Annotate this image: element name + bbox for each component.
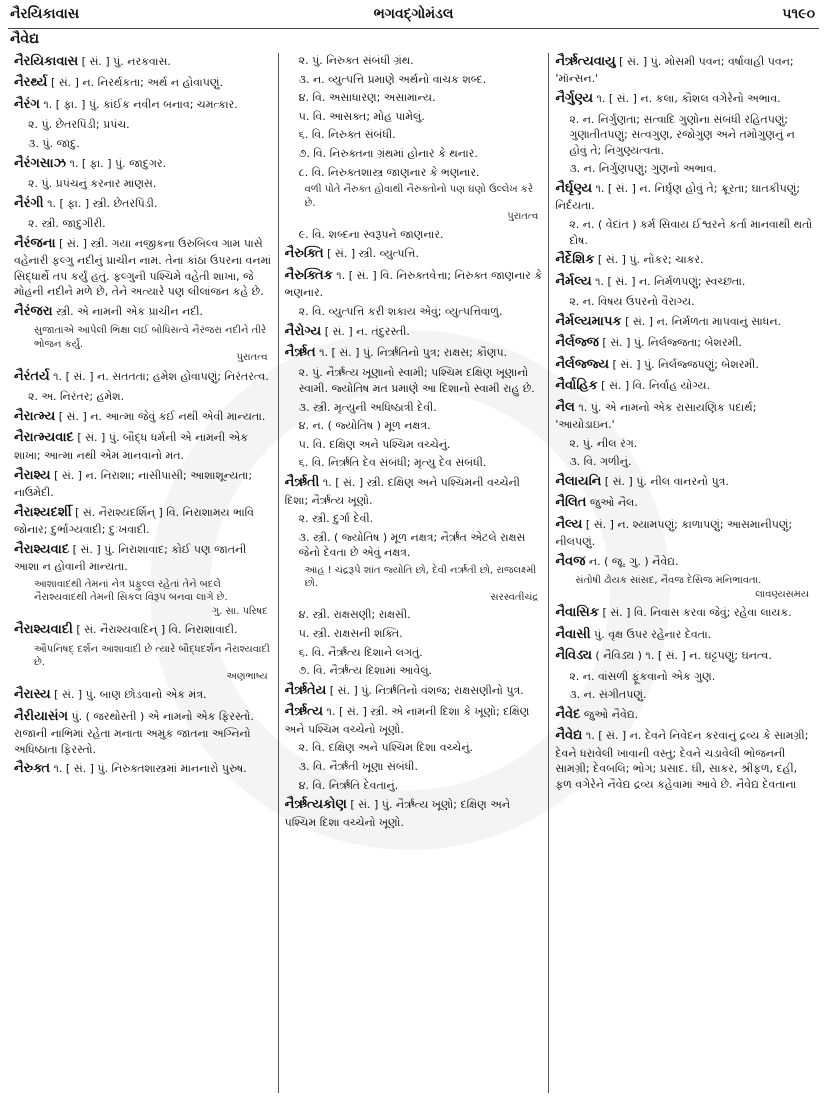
citation-quote bbox=[575, 574, 813, 601]
headword: નૈર્ઋતેય bbox=[284, 682, 327, 698]
headword: નૈરાશ્યદર્શી bbox=[14, 504, 72, 520]
headword: નૈરર્થ્ય bbox=[14, 75, 48, 91]
dictionary-entry bbox=[555, 273, 813, 291]
definition-text: ૧. [ સં. ] ન. દેવને નિવેદન કરવાનું દ્રવ્ય કે સામગ્રી; દેવને ધરાવેલી ખાવાની વસ્તુ; દેવને ચડાવેલી ભોજનની સામગ્રી; દેવબલિ; ભોગ; પ્રસાદ. ઘી, સાકર, શ્રીફળ, દહીં, ફળ વગેરેને નૈવેદ્ય દ્રવ્ય કહેવામાં આવે છે. નૈવેદ્ય દેવતાના bbox=[555, 729, 809, 791]
dictionary-entry bbox=[555, 626, 813, 644]
dictionary-entry bbox=[14, 195, 272, 213]
definition-text: [ સં. નૈરાશ્યદર્શિન્ ] વિ. નિરાશામય ભાવિ જોનાર; દુર્ભાગ્યવાદી; દુઃખવાદી. bbox=[14, 505, 254, 537]
headword: નૈરુક્ત bbox=[14, 761, 51, 777]
columns bbox=[8, 53, 819, 1093]
definition-text: [ સં. ] પું. બાણ છોડવાનો એક મંત્ર. bbox=[50, 688, 207, 702]
definition-text: ૧. [ સં. ] ન. નિર્ઘૃણ હોવું તે; ક્રૂરતા; ઘાતકીપણું; નિર્દયતા. bbox=[555, 181, 801, 213]
headword: નૈરંજરા bbox=[14, 303, 53, 319]
sense-line: ૨. ન. વિષય ઉપરનો વૈરાગ્ય. bbox=[569, 295, 695, 309]
headword: નૈવાસી bbox=[555, 626, 591, 642]
dictionary-entry bbox=[555, 516, 813, 550]
sense-line: ૫. વિ. આસક્ત; મોહ પામેલું. bbox=[298, 109, 425, 123]
quote-text: આહ ! ચંદ્રરૂપે શાંત જ્યોતિ છો, દેવી નર્ઋતી છો, રાજલક્ષ્મી છો. bbox=[304, 564, 537, 590]
sense-line: ૩. ન. સંગીતપણું. bbox=[569, 688, 647, 702]
definition-text: [ સં. ] પું. મોસમી પવન; વર્ષાવાહી પવન; 'મૉન્સન.' bbox=[555, 55, 794, 86]
sense-line: ૪. વિ. અસાધારણ; અસામાન્ય. bbox=[298, 91, 436, 105]
definition-text: [ સં. ] પું. નિર્ઋતિનો વંશજ; રાક્ષસણીનો પુત્ર. bbox=[326, 683, 524, 697]
definition-text: [ સં. ] ન. નિર્મળતા માપવાનું સાધન. bbox=[621, 314, 782, 328]
headword: નૈર્વાહિક bbox=[555, 378, 598, 394]
headword: નૈર્ઋત bbox=[284, 344, 316, 360]
definition-text: ૧. [ સં. ] પું. નિર્ઋતિનો પુત્ર; રાક્ષસ; કૌણપ. bbox=[315, 345, 508, 359]
dictionary-entry bbox=[285, 474, 543, 508]
dictionary-entry bbox=[285, 323, 543, 341]
quote-source: પુરાતત્વ bbox=[236, 352, 268, 364]
definition-text: [ સં. ] પું. નૈર્ઋત્ય ખૂણો; દક્ષિણ અને પશ્ચિમ દિશા વચ્ચેનો ખૂણો. bbox=[284, 798, 511, 829]
sense-line: ૭. વિ. નૈર્ઋત્ય દિશામાં આવેલું. bbox=[298, 664, 433, 678]
definition-text: [ સં. ] સ્ત્રી. વ્યુત્પત્તિ. bbox=[323, 247, 419, 261]
column-3 bbox=[548, 53, 819, 1093]
dictionary-entry bbox=[14, 408, 272, 426]
definition-text: ૧. [ સં. ] ન. સતતતા; હમેશ હોવાપણું; નિરંતરત્વ. bbox=[49, 369, 269, 383]
definition-text: ૧. પું. એ નામનો એક રાસાયણિક પદાર્થ; 'આયોડાઇન.' bbox=[555, 400, 757, 432]
definition-text: જુઓ નૈલ. bbox=[586, 496, 638, 510]
headword: નૈલાયનિ bbox=[555, 473, 602, 489]
definition-text: ૧. [ સં. ] વિ. નિરુક્તવેત્તા; નિરુક્ત જાણનાર કે ભણનાર. bbox=[284, 268, 543, 300]
headword: નૈરાશ્ય bbox=[14, 467, 51, 483]
dictionary-entry bbox=[14, 686, 272, 704]
headword: નૈરીયાસંગ bbox=[14, 708, 68, 724]
definition-text: [ સં. ] ન. નિરાશા; નાસીપાસી; આશાશૂન્યતા; નાઉમેદી. bbox=[14, 468, 253, 499]
headword: નૈર્દેશિક bbox=[555, 252, 595, 268]
headword: નૈવાસિક bbox=[555, 605, 599, 621]
definition-text: ન. ( જૂ. ગુ. ) નૈવેદ્ય. bbox=[585, 554, 679, 568]
dictionary-entry bbox=[14, 429, 272, 463]
sense-line: ૪. ન. ( જ્યોતિષ ) મૂળ નક્ષત્ર. bbox=[298, 419, 431, 433]
sense-line: ૨. પું. નીલ રંગ. bbox=[569, 436, 638, 450]
dictionary-entry bbox=[285, 344, 543, 362]
dictionary-entry bbox=[555, 53, 813, 87]
dictionary-entry bbox=[14, 708, 272, 758]
headword: નૈવિડ્ય bbox=[555, 648, 592, 664]
headword: નૈવજ bbox=[555, 553, 586, 569]
headword: નૈવેદ્ય bbox=[555, 728, 583, 744]
quote-source: સરસ્વતીચંદ્ર bbox=[490, 591, 539, 603]
sense-line: ૬. વિ. નિરુક્ત સંબંધી. bbox=[298, 128, 396, 142]
quote-text: આશાવાદથી તેમનાં નેત્ર પ્રફુલ્લ રહેતાં તેને બદલે નૈરાશ્યવાદથી તેમની સિકલ વિરૂપ બનવા લાગે છે. bbox=[34, 578, 228, 604]
definition-text: [ સં. ] વિ. નિર્વાહ યોગ્ય. bbox=[597, 379, 711, 393]
dictionary-entry bbox=[14, 368, 272, 386]
headword: નૈરાશ્યવાદ bbox=[14, 541, 70, 557]
dictionary-entry bbox=[555, 399, 813, 433]
definition-text: [ સં. ] સ્ત્રી. ગયા નજીકના ઉરુબિલ્વ ગામ પાસે વહેનારી ફલ્ગુ નદીનું પ્રાચીન નામ. તેના કાંઠા ઉપરના વનમાં સિદ્ધાર્થે તપ કર્યું હતું. ફલ્ગુની પશ્ચિમે વહેતી શાખા, જે મોહની નદીને મળે છે, તેને અત્યારે પણ લીલાંજન કહે છે. bbox=[14, 236, 272, 299]
sense-line: ૨. પું. છેતરપિંડી; પ્રપંચ. bbox=[28, 118, 130, 132]
definition-text: ૧. [ સં. ] ન. કલા, કૌશલ વગેરેનો અભાવ. bbox=[593, 92, 781, 106]
definition-text: [ સં. ] પું. નિર્લજ્જતા; બેશરમી. bbox=[598, 336, 742, 350]
definition-text: [ સં. ] પું. નિરાશાવાદ; કોઈ પણ જાતની આશા ન હોવાની માન્યતા. bbox=[14, 542, 247, 574]
dictionary-entry bbox=[285, 245, 543, 263]
dictionary-entry bbox=[555, 251, 813, 269]
dictionary-entry bbox=[555, 180, 813, 214]
headword: નૈર્ઋત્યકોણ bbox=[284, 797, 347, 813]
headword: નૈરુક્તિક bbox=[284, 267, 333, 283]
definition-text: ૧. [ સં. ] સ્ત્રી. એ નામની દિશા કે ખૂણો; દક્ષિણ અને પશ્ચિમ વચ્ચેનો ખૂણો. bbox=[284, 705, 530, 736]
sense-line: ૩. વિ. ગળીનું. bbox=[569, 455, 632, 469]
quote-text: સુજાતાએ આપેલી ભિક્ષા લઈ બોધિસત્વે નૈરંજરા નદીને તીરે ભોજન કર્યું. bbox=[34, 325, 267, 350]
dictionary-entry bbox=[285, 267, 543, 301]
definition-text: [ સં. ] પું. બૌદ્ધ ધર્મની એ નામની એક શાખા; આત્મા નથી એમ માનવાનો મત. bbox=[14, 431, 249, 462]
definition-text: [ સં. ] પું. નિર્લજ્જપણું; બેશરમી. bbox=[609, 357, 759, 371]
sense-line: ૨. ન. ( વેદાંત ) કર્મ સિવાય ઈશ્વરને કર્તા માનવાથી થતો દોષ. bbox=[569, 218, 813, 247]
sense-line: ૩. પું. જાદુ. bbox=[28, 136, 80, 150]
headword: નૈરંજના bbox=[14, 235, 56, 251]
headword: નૈરુક્તિ bbox=[284, 246, 324, 262]
dictionary-entry bbox=[14, 760, 272, 778]
headword: નૈર્લજ્જ્ય bbox=[555, 356, 610, 372]
dictionary-entry bbox=[285, 796, 543, 830]
definition-text: ( નૈવિડ્ય ) ૧. [ સં. ] ન. ઘટ્ટપણું; ઘનત્વ. bbox=[591, 649, 772, 663]
dictionary-entry bbox=[285, 682, 543, 700]
sense-line: ૪. સ્ત્રી. રાક્ષસણી; રાક્ષસી. bbox=[298, 608, 411, 622]
dictionary-entry bbox=[14, 235, 272, 300]
definition-text: પું. ( જરથોસ્તી ) એ નામનો એક ફિરસ્તો. રાજાની નાભિમાં રહેતા મનાતા અમુક જાતના અગ્નિનો અધિષ્ઠાતા ફિરસ્તો. bbox=[14, 709, 254, 756]
definition-text: ૧. [ ફા. ] સ્ત્રી. છેતરપિંડી. bbox=[43, 196, 158, 210]
headword: નૈવેદ bbox=[555, 706, 581, 722]
dictionary-entry bbox=[14, 74, 272, 92]
headword: નૈર્મલ્યમાપક bbox=[555, 313, 622, 329]
headword: નૈર્મલ્ય bbox=[555, 273, 592, 289]
dictionary-entry bbox=[14, 467, 272, 501]
citation-quote bbox=[34, 578, 272, 619]
headword: નૈર્ઋત્ય bbox=[284, 704, 324, 720]
definition-text: ૧. [ ફા. ] પું. જાદુગર. bbox=[66, 156, 167, 170]
sense-line: ૨. અ. નિરંતર; હમેશ. bbox=[28, 390, 125, 404]
definition-text: [ સં. નૈરાશ્યવાદિન્ ] વિ. નિરાશાવાદી. bbox=[72, 623, 238, 637]
definition-text: [ સં. ] ન. તંદુરસ્તી. bbox=[321, 324, 410, 338]
sense-line: ૮. વિ. નિરુક્તશાસ્ત્ર જાણનાર કે ભણનાર. bbox=[298, 165, 480, 179]
headword: નૈલ bbox=[555, 399, 575, 415]
headword: નૈરંગસાઝ bbox=[14, 155, 67, 171]
citation-quote bbox=[34, 643, 272, 684]
definition-text: ૧. [ સં. ] સ્ત્રી. દક્ષિણ અને પશ્ચિમની વચ્ચેની દિશા; નૈર્ઋત્ય ખૂણો. bbox=[284, 476, 520, 507]
sense-line: ૨. સ્ત્રી. જાદુગીરી. bbox=[28, 217, 106, 231]
sense-line: ૨. પું. નિરુક્ત સંબંધી ગ્રંથ. bbox=[298, 54, 414, 67]
sense-line: ૬. વિ. નિર્ઋતિ દેવ સંબંધી; મૃત્યુ દેવ સંબંધી. bbox=[298, 456, 487, 470]
definition-text: ૧. [ સં. ] ન. નિર્મળપણું; સ્વચ્છતા. bbox=[591, 274, 746, 288]
quote-source: અણભાષ્ય bbox=[226, 670, 268, 682]
headword: નૈરાસ્ય bbox=[14, 687, 51, 703]
definition-text: [ સં. ] પું. નરકવાસ. bbox=[78, 55, 171, 68]
sense-line: ૨. સ્ત્રી. દુર્ગા દેવી. bbox=[298, 512, 374, 526]
definition-text: [ સં. ] વિ. નિવાસ કરવા જેવું; રહેવા લાયક. bbox=[598, 606, 792, 620]
guideword-left: નૈરયિકાવાસ bbox=[10, 6, 80, 22]
headword: નૈરંગી bbox=[14, 195, 44, 211]
dictionary-entry bbox=[555, 334, 813, 352]
page-title: ભગવદ્ગોમંડલ bbox=[373, 6, 454, 22]
sense-line: ૪. વિ. નિર્ઋતિ દેવતાનું. bbox=[298, 778, 399, 792]
citation-quote bbox=[305, 564, 543, 605]
dictionary-entry bbox=[14, 303, 272, 321]
citation-quote bbox=[34, 324, 272, 365]
dictionary-entry bbox=[555, 494, 813, 512]
definition-text: [ સં. ] પું. નોકર; ચાકર. bbox=[594, 253, 704, 267]
sense-line: ૨. પું. નૈર્ઋત્ય ખૂણાનો સ્વામી; પશ્ચિમ દક્ષિણ ખૂણાનો સ્વામી. જ્યોતિષ મત પ્રમાણે આ દિશાનો સ્વામી રાહુ છે. bbox=[298, 366, 535, 396]
sense-line: ૩. સ્ત્રી. મૃત્યુની અધિષ્ઠાત્રી દેવી. bbox=[298, 400, 437, 414]
headword: નૈલ્ય bbox=[555, 516, 583, 532]
sense-line: ૫. વિ. દક્ષિણ અને પશ્ચિમ વચ્ચેનું. bbox=[298, 437, 451, 451]
dictionary-entry bbox=[555, 90, 813, 108]
dictionary-entry bbox=[555, 727, 813, 792]
headword: નૈર્ઘૃણ્ય bbox=[555, 180, 593, 196]
headword: નૈર્લજ્જ bbox=[555, 335, 599, 351]
page-number: ૫૧૯૦ bbox=[782, 6, 815, 22]
column-2 bbox=[278, 53, 549, 1093]
sense-line: ૩. વિ. નૈર્ઋતી ખૂણા સંબંધી. bbox=[298, 760, 418, 774]
dictionary-entry bbox=[555, 706, 813, 724]
dictionary-entry bbox=[555, 647, 813, 665]
sense-line: ૨. વિ. દક્ષિણ અને પશ્ચિમ દિશા વચ્ચેનું. bbox=[298, 741, 474, 755]
dictionary-entry bbox=[285, 703, 543, 737]
sense-line: ૭. વિ. નિરુક્તના ગ્રંથમાં હોનાર કે થનાર. bbox=[298, 147, 478, 161]
dictionary-entry bbox=[14, 621, 272, 639]
headword: નૈરાત્મ્યવાદ bbox=[14, 430, 74, 446]
sense-line: ૩. ન. વ્યુત્પત્તિ પ્રમાણે અર્થનો વાચક શબ્દ. bbox=[298, 72, 487, 86]
quote-text: ઔપનિષદ્ દર્શન આશાવાદી છે ત્યારે બૌદ્ધદર્શન નૈરાશ્યવાદી છે. bbox=[34, 643, 270, 669]
citation-quote bbox=[305, 183, 543, 224]
dictionary-entry bbox=[555, 313, 813, 331]
definition-text: જુઓ નૈવેદ્ય. bbox=[580, 707, 639, 721]
headword: નૈરંગ bbox=[14, 96, 40, 112]
headword: નૈરાત્મ્ય bbox=[14, 409, 56, 424]
dictionary-entry bbox=[14, 541, 272, 575]
sense-line: ૨. ન. વાંસળી ફૂંકવાનો એક ગુણ. bbox=[569, 669, 716, 683]
headword: નૈરોગ્ય bbox=[284, 323, 322, 339]
headword: નૈર્ગુણ્ય bbox=[555, 91, 594, 107]
headword: નૈરયિકાવાસ bbox=[14, 54, 79, 69]
sense-line: ૨. ન. નિર્ગુણતા; સત્વાદિ ગુણોના સંબંધી રહિતપણું; ગુણાતીતપણું; સત્વગુણ, રજોગુણ અને તમોગુણનું ન હોવું તે; નિગુણ્યત્વતા. bbox=[569, 112, 795, 157]
sense-line: ૩. સ્ત્રી. ( જ્યોતિષ ) મૂળ નક્ષત્ર; નૈર્ઋત એટલે રાક્ષસ જેનો દેવતા છે એવું નક્ષત્ર. bbox=[298, 530, 526, 560]
sense-line: ૨. પું. પ્રપંચનું કરનાર માણસ. bbox=[28, 177, 157, 191]
quote-source: લાવણ્યસમય bbox=[755, 588, 810, 600]
dictionary-entry bbox=[555, 553, 813, 571]
sense-line: ૩. ન. નિર્ગુણપણું; ગુણનો અભાવ. bbox=[569, 162, 717, 176]
quote-source: ગુ. સા. પરિષદ bbox=[212, 605, 268, 617]
definition-text: [ સં. ] પું. નીલ વાનરનો પુત્ર. bbox=[601, 474, 729, 488]
definition-text: સ્ત્રી. એ નામની એક પ્રાચીન નદી. bbox=[52, 304, 204, 318]
sense-line: ૫. સ્ત્રી. રાક્ષસની શક્તિ. bbox=[298, 627, 403, 641]
dictionary-entry bbox=[555, 377, 813, 395]
guideword-right: નૈવેદ્ય bbox=[10, 31, 40, 47]
dictionary-entry bbox=[14, 155, 272, 173]
sense-line: ૯. વિ. શબ્દના સ્વરૂપને જાણનાર. bbox=[298, 227, 444, 241]
headword: નૈરાશ્યવાદી bbox=[14, 622, 73, 638]
headword: નૈર્ઋત્યવાયુ bbox=[555, 54, 616, 69]
dictionary-entry bbox=[555, 473, 813, 491]
definition-text: ૧. [ ફા. ] પું. કાંઈક નવીન બનાવ; ચમત્કાર. bbox=[39, 97, 238, 111]
dictionary-entry bbox=[555, 356, 813, 374]
quote-source: પુરાતત્વ bbox=[507, 211, 539, 223]
page-header bbox=[8, 4, 819, 29]
sense-line: ૨. વિ. વ્યુત્પત્તિ કરી શકાય એવું; વ્યુત્પત્તિવાળું. bbox=[298, 304, 503, 318]
definition-text: ૧. [ સં. ] પું. નિરુક્તશાસ્ત્રમાં માનનારો પુરુષ. bbox=[50, 762, 247, 776]
quote-text: સંતોષી ઢોયક સાંસદ, નૈવજ દેસિજ મનિભાવતા. bbox=[575, 575, 762, 587]
dictionary-entry bbox=[555, 604, 813, 622]
definition-text: [ સં. ] ન. નિરર્થકતા; અર્થ ન હોવાપણું. bbox=[47, 76, 223, 90]
sense-line: ૬. વિ. નૈર્ઋત્ય દિશાને લગતું. bbox=[298, 645, 423, 659]
quote-text: વળી પોતે નૈરુક્ત હોવાથી નૈરુક્તોનો પણ ઘણો ઉલ્લેખ કરે છે. bbox=[304, 184, 534, 209]
definition-text: [ સં. ] ન. શ્યામપણું; કાળાપણું; આસમાનીપણું; નીલપણું. bbox=[555, 517, 793, 549]
definition-text: [ સં. ] ન. આત્મા જેવું કંઈ નથી એવી માન્યતા. bbox=[55, 410, 266, 423]
headword: નૈલિત bbox=[555, 495, 587, 511]
dictionary-entry bbox=[14, 504, 272, 538]
column-1 bbox=[8, 53, 278, 1093]
definition-text: પું. વૃક્ષ ઉપર રહેનાર દેવતા. bbox=[590, 627, 712, 641]
headword: નૈરંતર્ય bbox=[14, 368, 50, 384]
dictionary-entry bbox=[14, 53, 272, 71]
dictionary-entry bbox=[14, 96, 272, 114]
headword: નૈર્ઋતી bbox=[284, 475, 320, 491]
